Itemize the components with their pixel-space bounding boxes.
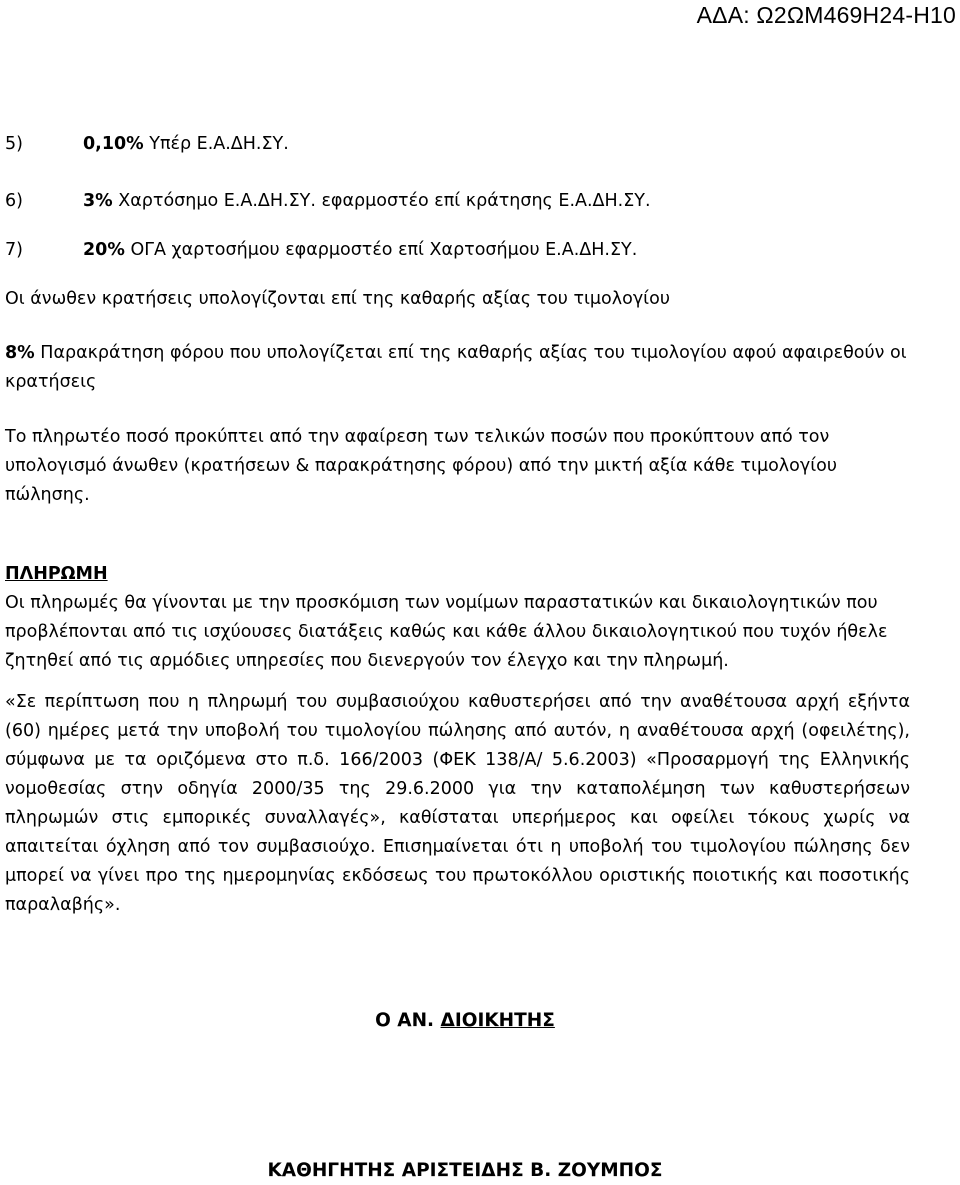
deduction-item <box>5 236 637 265</box>
deduction-number: 5) <box>5 134 23 154</box>
payment-section <box>5 560 910 676</box>
deductions-note: Οι άνωθεν κρατήσεις υπολογίζονται επί της καθαρής αξίας του τιμολογίου <box>5 289 670 309</box>
deduction-number: 6) <box>5 191 23 211</box>
payment-heading: ΠΛΗΡΩΜΗ <box>5 564 108 584</box>
deduction-item <box>5 130 289 159</box>
deduction-percent: 20% <box>83 240 125 260</box>
deduction-percent: 3% <box>83 191 113 211</box>
deduction-text: Χαρτόσημο Ε.Α.ΔΗ.ΣΥ. εφαρμοστέο επί κράτησης Ε.Α.ΔΗ.ΣΥ. <box>112 191 651 211</box>
deduction-text: Υπέρ Ε.Α.ΔΗ.ΣΥ. <box>143 134 289 154</box>
deduction-item <box>5 187 651 216</box>
deduction-text: ΟΓΑ χαρτοσήμου εφαρμοστέο επί Χαρτοσήμου Ε.Α.ΔΗ.ΣΥ. <box>124 240 638 260</box>
deduction-percent: 0,10% <box>83 134 144 154</box>
deduction-number: 7) <box>5 240 23 260</box>
signature-name: ΚΑΘΗΓΗΤΗΣ ΑΡΙΣΤΕΙΔΗΣ Β. ΖΟΥΜΠΟΣ <box>267 1160 663 1181</box>
tax-text: Παρακράτηση φόρου που υπολογίζεται επί της καθαρής αξίας του τιμολογίου αφού αφαιρεθούν οι κρατήσεις <box>5 343 907 392</box>
signature-title-role: ΔΙΟΙΚΗΤΗΣ <box>440 1010 555 1031</box>
payment-body: Οι πληρωμές θα γίνονται με την προσκόμιση των νομίμων παραστατικών και δικαιολογητικών που προβλέπονται από τις ισχύουσες διατάξεις καθώς και κάθε άλλου δικαιολογητικού που τυχόν ήθελε ζητηθεί από τις αρμόδιες υπηρεσίες που διενεργούν τον έλεγχο και την πληρωμή. <box>5 593 888 671</box>
tax-percent: 8% <box>5 343 35 363</box>
ada-code: ΑΔΑ: Ω2ΩΜ469Η24-Η10 <box>696 2 956 28</box>
signature-title-prefix: Ο ΑΝ. <box>375 1010 441 1031</box>
signature-title <box>0 1010 930 1031</box>
tax-withholding-paragraph <box>5 339 910 397</box>
payable-amount-paragraph: Το πληρωτέο ποσό προκύπτει από την αφαίρεση των τελικών ποσών που προκύπτουν από τον υπολογισμό άνωθεν (κρατήσεων & παρακράτησης φόρου) από την μικτή αξία κάθε τιμολογίου πώλησης. <box>5 427 837 505</box>
payment-delay-paragraph: «Σε περίπτωση που η πληρωμή του συμβασιούχου καθυστερήσει από την αναθέτουσα αρχή εξήντα (60) ημέρες μετά την υποβολή του τιμολογίου πώλησης από αυτόν, η αναθέτουσα αρχή (οφειλέτης), σύμφωνα με τα οριζόμενα στο π.δ. 166/2003 (ΦΕΚ 138/Α/ 5.6.2003) «Προσαρμογή της Ελληνικής νομοθεσίας στην οδηγία 2000/35 της 29.6.2000 για την καταπολέμηση των καθυστερήσεων πληρωμών στις εμπορικές συναλλαγές», καθίσταται υπερήμερος και οφείλει τόκους χωρίς να απαιτείται όχληση από τον συμβασιούχο. Επισημαίνεται ότι η υποβολή του τιμολογίου πώλησης δεν μπορεί να γίνει προ της ημερομηνίας εκδόσεως του πρωτοκόλλου οριστικής ποιοτικής και ποσοτικής παραλαβής». <box>5 692 910 915</box>
